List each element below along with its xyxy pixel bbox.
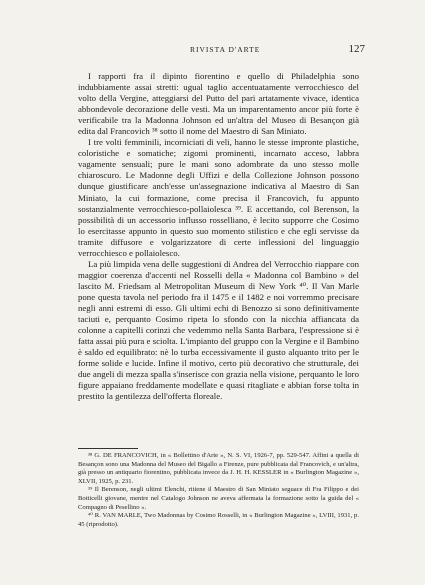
body-text [78, 71, 359, 402]
page-number: 127 [348, 43, 365, 55]
page-header [78, 45, 365, 59]
footnote: ⁴⁰ R. VAN MARLE, Two Madonnas by Cosimo Rosselli, in « Burlington Magazine », LVIII, 1931, p. 45 (riprodotto). [78, 512, 359, 528]
footnote: ³⁸ G. DE FRANCOVICH, in « Bollettino d'Arte », N. S. VI, 1926-7, pp. 529-547. Affini a quella di Besançon sono una Madonna del Museo del Bigallo a Firenze, pure pubblicata dal Francovich, e un'altra, già presso un antiquario fiorentino, pubblicata invece da J. H. H. KESSLER in « Burlington Magazine », XLVII, 1925, p. 231. [78, 452, 359, 485]
paragraph: La più limpida vena delle suggestioni di Andrea del Verrocchio riappare con maggior coerenza d'accenti nel Rosselli della « Madonna col Bambino » del lascito M. Friedsam al Metropolitan Museum di New York ⁴⁰. Il Van Marle pone questa tavola nel periodo fra il 1475 e il 1482 e noi vorremmo precisare negli anni estremi di esso. Gli ultimi echi di Benozzo si sono definitivamente taciuti e, perquanto Cosimo ripeta lo sfondo con la nicchia affiancata da colonne a capitelli corinzi che vedemmo nella Santa Barbara, l'espressione si è fatta assai più pura e sciolta. L'impianto del gruppo con la Vergine e il Bambino è saldo ed equilibrato: nè lo turba eccessivamente il gusto alquanto trito per le forme solide e lucide. Infine il motivo, certo più decorativo che strutturale, dei due angeli di mezza spalla s'inserisce con grazia nella visione, perquanto le loro figure appaiano freddamente modellate e quasi ritagliate e abbian forse tolta in prestito la gentilezza dell'offerta floreale. [78, 258, 359, 402]
footnotes [78, 452, 359, 529]
footnote: ³⁹ Il Berenson, negli ultimi Elenchi, ritiene il Maestro di San Miniato seguace di Fra Filippo e dei Botticelli giovane, mentre nel Catalogo Johnson ne aveva affermata la formazione sotto la guida del « Compagno di Pesellino ». [78, 486, 359, 511]
paragraph: I rapporti fra il dipinto fiorentino e quello di Philadelphia sono indubbiamente assai stretti: ugual taglio accentuatamente verrocchiesco del volto della Vergine, atteggiarsi del Putto del pari artatamente vivace, identica abbondevole decorazione delle vesti. Ma un imparentamento ancor più forte è verificabile tra la Madonna Johnson ed un'altra del Museo di Besançon già edita dal Francovich ³⁸ sotto il nome del Maestro di San Miniato. [78, 71, 359, 137]
paragraph: I tre volti femminili, incorniciati di veli, hanno le stesse impronte plastiche, coloristiche e somatiche; zigomi prominenti, incarnato acceso, labbra vagamente sensuali; pure le mani sono adombrate da uno stesso molle chiaroscuro. Le Madonne degli Uffizi e della Collezione Johnson possono dunque giustificare anch'esse un'assegnazione indicativa al Maestro di San Miniato, la cui formazione, come precisa il Francovich, fu appunto sostanzialmente verrocchiesco-pollaiolesca ³⁹. E accettando, col Berenson, la possibilità di un accessorio influsso rosselliano, è lecito supporre che Cosimo lo esercitasse appunto in questo suo momento stilistico e che egli servisse da tramite diffusore e volgarizzatore di certe inflessioni del linguaggio verrocchiesco e pollaiolesco. [78, 137, 359, 258]
running-head: RIVISTA D'ARTE [190, 45, 261, 54]
footnote-divider [78, 448, 138, 449]
